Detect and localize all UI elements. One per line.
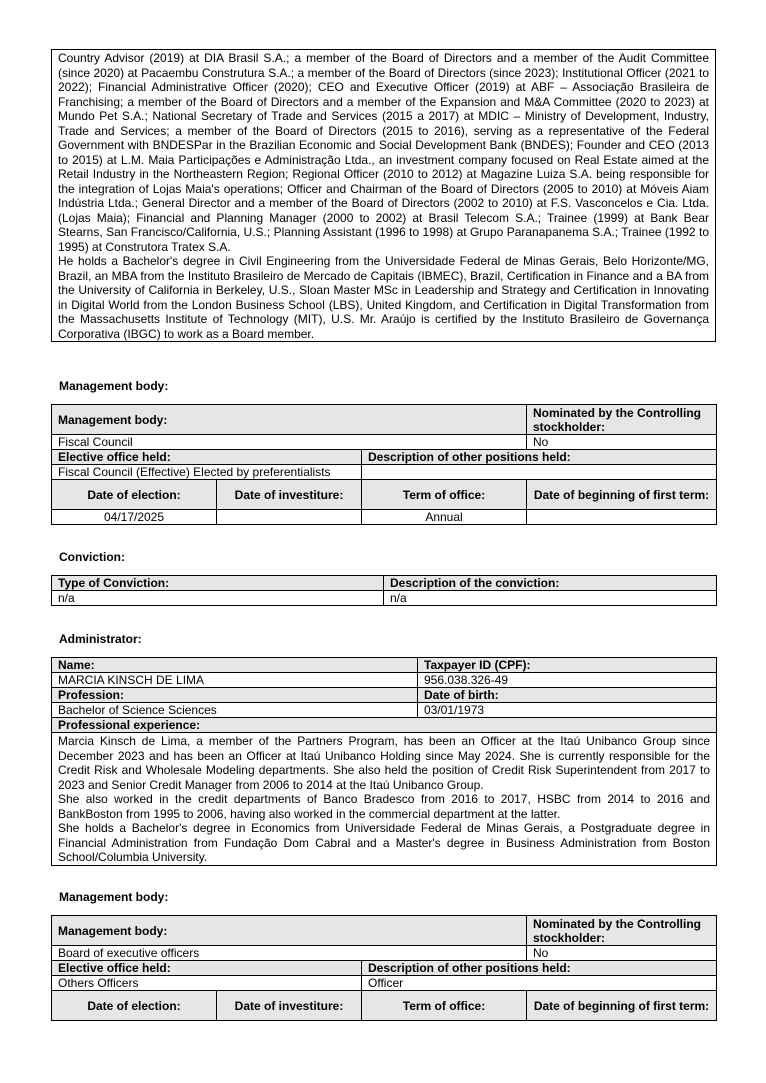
- other-positions-header: Description of other positions held:: [362, 450, 717, 465]
- management-body-table: [51, 404, 717, 525]
- conviction-type-value: n/a: [52, 591, 384, 606]
- cpf-value: 956.038.326-49: [418, 673, 717, 688]
- management-body-header: Management body:: [52, 405, 527, 435]
- profession-header: Profession:: [52, 688, 418, 703]
- term-of-office-value: Annual: [362, 510, 527, 525]
- experience-paragraph: Marcia Kinsch de Lima, a member of the Partners Program, has been an Officer at the Itaú Unibanco Group since December 2023 and has been an Officer at Itaú Unibanco Holding since May 2024. She is currently responsible for the Credit Risk and Wholesale Modeling departments. She also held the position of Credit Risk Superintendent from 2017 to 2023 and Senior Credit Manager from 2006 to 2014 at the Itaú Unibanco Group.: [58, 734, 710, 792]
- education-paragraph: She holds a Bachelor's degree in Economics from Universidade Federal de Minas Gerais, a Postgraduate degree in Financial Administration from Fundação Dom Cabral and a Master's degree in Business Administration from Boston School/Columbia University.: [58, 821, 710, 864]
- elective-office-value: Others Officers: [52, 976, 362, 991]
- term-of-office-header: Term of office:: [362, 991, 527, 1021]
- conviction-type-header: Type of Conviction:: [52, 576, 384, 591]
- election-date-header: Date of election:: [52, 991, 217, 1021]
- first-term-value: [527, 510, 717, 525]
- name-header: Name:: [52, 658, 418, 673]
- management-body-value: Board of executive officers: [52, 946, 527, 961]
- name-value: MARCIA KINSCH DE LIMA: [52, 673, 418, 688]
- investiture-date-header: Date of investiture:: [217, 480, 362, 510]
- experience-continuation-box: [51, 49, 716, 342]
- conviction-section-title: Conviction:: [59, 550, 125, 564]
- other-positions-header: Description of other positions held:: [362, 961, 717, 976]
- elective-office-value: Fiscal Council (Effective) Elected by preferentialists: [52, 465, 362, 480]
- election-date-value: 04/17/2025: [52, 510, 217, 525]
- management-body-value: Fiscal Council: [52, 435, 527, 450]
- management-body-section-title: Management body:: [59, 890, 169, 904]
- term-of-office-header: Term of office:: [362, 480, 527, 510]
- experience-continuation-text: [52, 50, 716, 342]
- other-positions-value: [362, 465, 717, 480]
- conviction-table: [51, 575, 717, 606]
- first-term-header: Date of beginning of first term:: [527, 991, 717, 1021]
- elective-office-header: Elective office held:: [52, 450, 362, 465]
- nominated-value: No: [527, 435, 717, 450]
- professional-experience-header: Professional experience:: [52, 718, 717, 733]
- management-body-header: Management body:: [52, 916, 527, 946]
- experience-paragraph: She also worked in the credit departments of Banco Bradesco from 2016 to 2017, HSBC from 2014 to 2016 and BankBoston from 1995 to 2006, having also worked in the commercial department at the latter.: [58, 792, 710, 821]
- profession-value: Bachelor of Science Sciences: [52, 703, 418, 718]
- birth-date-value: 03/01/1973: [418, 703, 717, 718]
- management-body-section-title: Management body:: [59, 379, 169, 393]
- investiture-date-value: [217, 510, 362, 525]
- elective-office-header: Elective office held:: [52, 961, 362, 976]
- election-date-header: Date of election:: [52, 480, 217, 510]
- conviction-description-header: Description of the conviction:: [384, 576, 717, 591]
- cpf-header: Taxpayer ID (CPF):: [418, 658, 717, 673]
- nominated-header: Nominated by the Controlling stockholder:: [527, 916, 717, 946]
- administrator-section-title: Administrator:: [59, 632, 142, 646]
- conviction-description-value: n/a: [384, 591, 717, 606]
- nominated-value: No: [527, 946, 717, 961]
- first-term-header: Date of beginning of first term:: [527, 480, 717, 510]
- nominated-header: Nominated by the Controlling stockholder:: [527, 405, 717, 435]
- management-body-table: [51, 915, 717, 1021]
- education-paragraph: He holds a Bachelor's degree in Civil Engineering from the Universidade Federal de Minas Gerais, Belo Horizonte/MG, Brazil, an MBA from the Instituto Brasileiro de Mercado de Capitais (IBMEC), Brazil, Certification in Finance and a BA from the University of California in Berkeley, U.S., Sloan Master MSc in Leadership and Strategy and Certification in Innovating in Digital World from the London Business School (LBS), United Kingdom, and Certification in Digital Transformation from the Massachusetts Institute of Technology (MIT), U.S. Mr. Araújo is certified by the Instituto Brasileiro de Governança Corporativa (IBGC) to work as a Board member.: [58, 254, 709, 341]
- administrator-table: [51, 657, 717, 866]
- birth-date-header: Date of birth:: [418, 688, 717, 703]
- investiture-date-header: Date of investiture:: [217, 991, 362, 1021]
- professional-experience-text: [52, 733, 717, 866]
- experience-paragraph: Country Advisor (2019) at DIA Brasil S.A.; a member of the Board of Directors and a member of the Audit Committee (since 2020) at Pacaembu Construtura S.A.; a member of the Board of Directors (since 2023); Institutional Officer (2021 to 2022); Financial Administrative Officer (2020); CEO and Executive Officer (2019) at ABF – Associação Brasileira de Franchising; a member of the Board of Directors and a member of the Expansion and M&A Committee (2020 to 2023) at Mundo Pet S.A.; National Secretary of Trade and Services (2015 a 2017) at MDIC – Ministry of Development, Industry, Trade and Services; a member of the Board of Directors (2015 to 2016), serving as a representative of the Federal Government with BNDESPar in the Brazilian Economic and Social Development Bank (BNDES); Founder and CEO (2013 to 2015) at L.M. Maia Participações e Administração Ltda., an investment company focused on Real Estate aimed at the Retail Industry in the Northeastern Region; Regional Officer (2010 to 2012) at Magazine Luiza S.A. being responsible for the integration of Lojas Maia's operations; Officer and Chairman of the Board of Directors (2005 to 2010) at Móveis Aiam Indústria Ltda.; General Director and a member of the Board of Directors (2002 to 2010) at F.S. Vasconcelos e Cia. Ltda. (Lojas Maia); Financial and Planning Manager (2000 to 2002) at Brasil Telecom S.A.; Trainee (1999) at Bank Bear Stearns, San Francisco/California, U.S.; Planning Assistant (1996 to 1998) at Grupo Paranapanema S.A.; Trainee (1992 to 1995) at Construtora Tratex S.A.: [58, 51, 709, 254]
- other-positions-value: Officer: [362, 976, 717, 991]
